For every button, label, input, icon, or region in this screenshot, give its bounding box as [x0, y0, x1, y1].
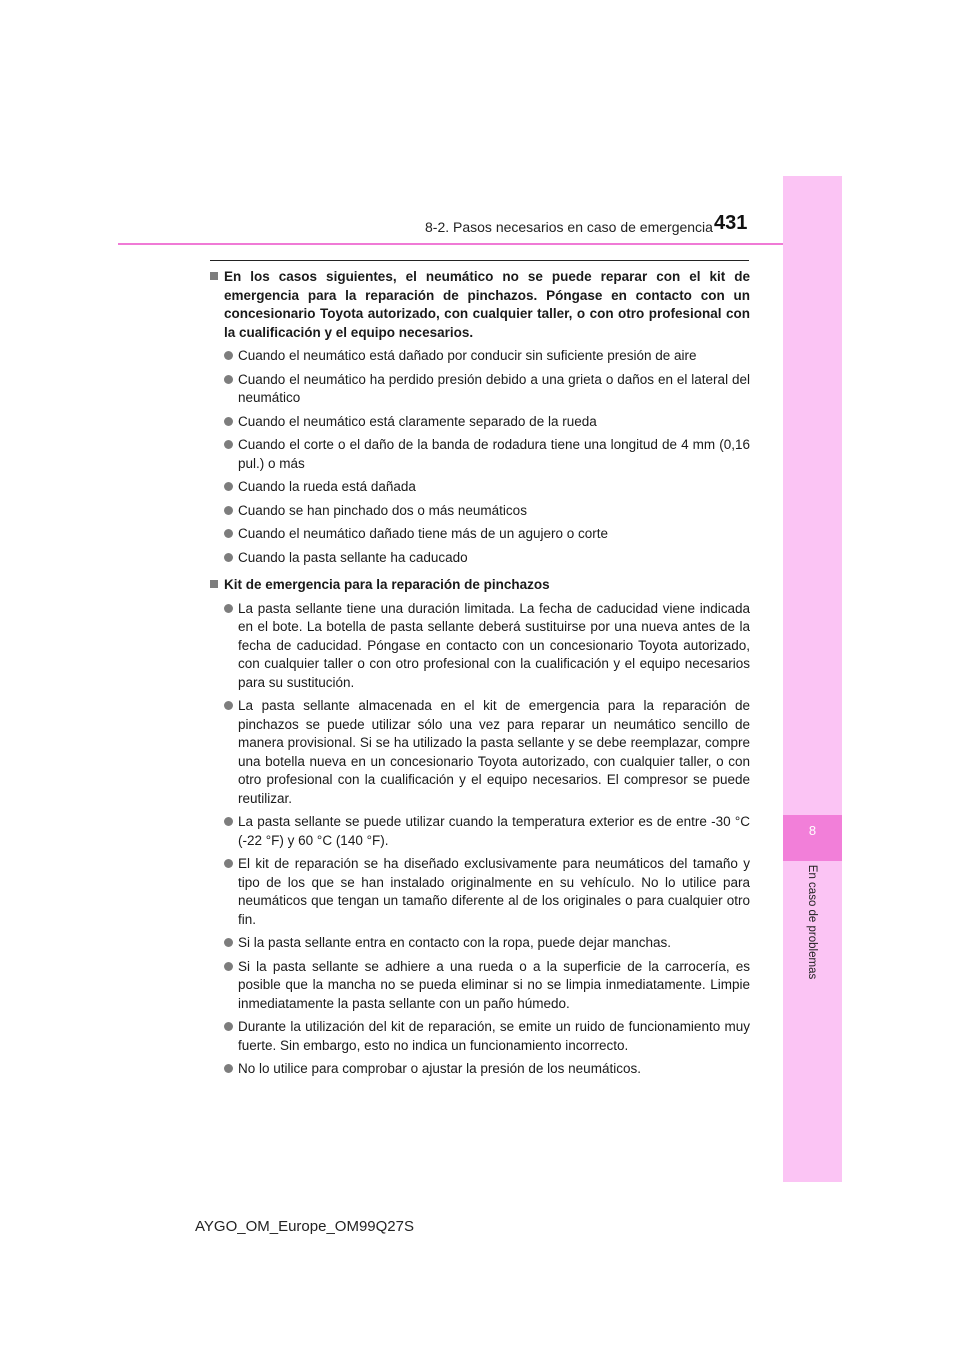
- section-items: [210, 600, 750, 1079]
- round-bullet-icon: [224, 855, 238, 929]
- list-item-text: Cuando la pasta sellante ha caducado: [238, 549, 468, 565]
- list-item: [210, 1018, 750, 1055]
- list-item: [210, 1060, 750, 1079]
- header-rule: [118, 243, 783, 245]
- list-item-text: Durante la utilización del kit de reparación, se emite un ruido de funcionamiento muy fuerte. Sin embargo, esto no indica un funcionamiento incorrecto.: [238, 1019, 750, 1053]
- round-bullet-icon: [224, 600, 238, 693]
- list-item-text: Si la pasta sellante se adhiere a una rueda o a la superficie de la carrocería, es posible que la mancha no se pueda eliminar si no se limpia inmediatamente. Limpie inmediatamente la pasta sellante con un paño húmedo.: [238, 958, 750, 1011]
- list-item-text: Cuando el neumático está claramente separado de la rueda: [238, 413, 597, 429]
- section: [210, 268, 750, 342]
- list-item: [210, 934, 750, 953]
- list-item: [210, 549, 750, 568]
- round-bullet-icon: [224, 525, 238, 544]
- round-bullet-icon: [224, 697, 238, 808]
- square-bullet-icon: [210, 576, 224, 595]
- list-item-text: La pasta sellante almacenada en el kit de emergencia para la reparación de pinchazos se puede utilizar sólo una vez para reparar un neumático sencillo de manera provisional. Si se ha utilizado la pasta sellante y se debe reemplazar, compre una botella nueva en un concesionario Toyota autorizado, con cualquier taller, o con otro profesional con la cualificación y el equipo necesarios. El compresor se puede reutilizar.: [238, 698, 750, 806]
- list-item: [210, 697, 750, 808]
- list-item-text: Cuando el neumático ha perdido presión debido a una grieta o daños en el lateral del neumático: [238, 371, 750, 405]
- list-item-text: La pasta sellante tiene una duración limitada. La fecha de caducidad viene indicada en el bote. La botella de pasta sellante deberá sustituirse por una nueva antes de la fecha de caducidad. Póngase en contacto con un concesionario Toyota autorizado, con cualquier taller o con otro profesional con la cualificación y el equipo necesarios para su sustitución.: [238, 600, 750, 690]
- list-item-text: Cuando la rueda está dañada: [238, 479, 416, 494]
- round-bullet-icon: [224, 813, 238, 850]
- header-title: 8-2. Pasos necesarios en caso de emergencia: [425, 219, 713, 235]
- list-item-text: Cuando se han pinchado dos o más neumáticos: [238, 502, 527, 518]
- section-rule: [210, 260, 749, 261]
- list-item-text: La pasta sellante se puede utilizar cuando la temperatura exterior es de entre -30 °C (-22 °F) y 60 °C (140 °F).: [238, 814, 750, 848]
- section-heading: En los casos siguientes, el neumático no se puede reparar con el kit de emergencia para la reparación de pinchazos. Póngase en contacto con un concesionario Toyota autorizado, con cualquier taller, o con otro profesional con la cualificación y el equipo necesarios.: [224, 269, 750, 340]
- round-bullet-icon: [224, 413, 238, 432]
- list-item-text: No lo utilice para comprobar o ajustar la presión de los neumáticos.: [238, 1061, 641, 1076]
- list-item: [210, 478, 750, 497]
- list-item-text: El kit de reparación se ha diseñado exclusivamente para neumáticos del tamaño y tipo de los que se han instalado originalmente en su vehículo. No lo utilice para neumáticos que tengan un tamaño diferente al de los originales o para cualquier otro fin.: [238, 856, 750, 927]
- round-bullet-icon: [224, 502, 238, 521]
- list-item: [210, 502, 750, 521]
- list-item-text: Cuando el neumático está dañado por conducir sin suficiente presión de aire: [238, 348, 697, 363]
- list-item-text: Si la pasta sellante entra en contacto con la ropa, puede dejar manchas.: [238, 935, 672, 950]
- chapter-side-tab-active: [783, 815, 842, 861]
- section: [210, 576, 750, 595]
- list-item: [210, 413, 750, 432]
- round-bullet-icon: [224, 1018, 238, 1055]
- round-bullet-icon: [224, 436, 238, 473]
- list-item: [210, 958, 750, 1014]
- page-content: [210, 268, 750, 1079]
- list-item-text: Cuando el corte o el daño de la banda de rodadura tiene una longitud de 4 mm (0,16 pul.) o más: [238, 437, 750, 471]
- list-item: [210, 371, 750, 408]
- round-bullet-icon: [224, 478, 238, 497]
- list-item: [210, 347, 750, 366]
- round-bullet-icon: [224, 934, 238, 953]
- round-bullet-icon: [224, 1060, 238, 1079]
- list-item: [210, 525, 750, 544]
- chapter-side-tab: [783, 176, 842, 1182]
- round-bullet-icon: [224, 371, 238, 408]
- section-heading: Kit de emergencia para la reparación de pinchazos: [224, 577, 550, 592]
- list-item: [210, 813, 750, 850]
- list-item: [210, 855, 750, 929]
- round-bullet-icon: [224, 347, 238, 366]
- square-bullet-icon: [210, 268, 224, 342]
- chapter-label: En caso de problemas: [806, 864, 818, 980]
- round-bullet-icon: [224, 549, 238, 568]
- list-item: [210, 436, 750, 473]
- chapter-number: 8: [808, 823, 817, 838]
- list-item: [210, 600, 750, 693]
- footer-doc-id: AYGO_OM_Europe_OM99Q27S: [195, 1218, 414, 1235]
- section-items: [210, 347, 750, 567]
- page-number: 431: [714, 212, 748, 234]
- list-item-text: Cuando el neumático dañado tiene más de un agujero o corte: [238, 526, 609, 541]
- round-bullet-icon: [224, 958, 238, 1014]
